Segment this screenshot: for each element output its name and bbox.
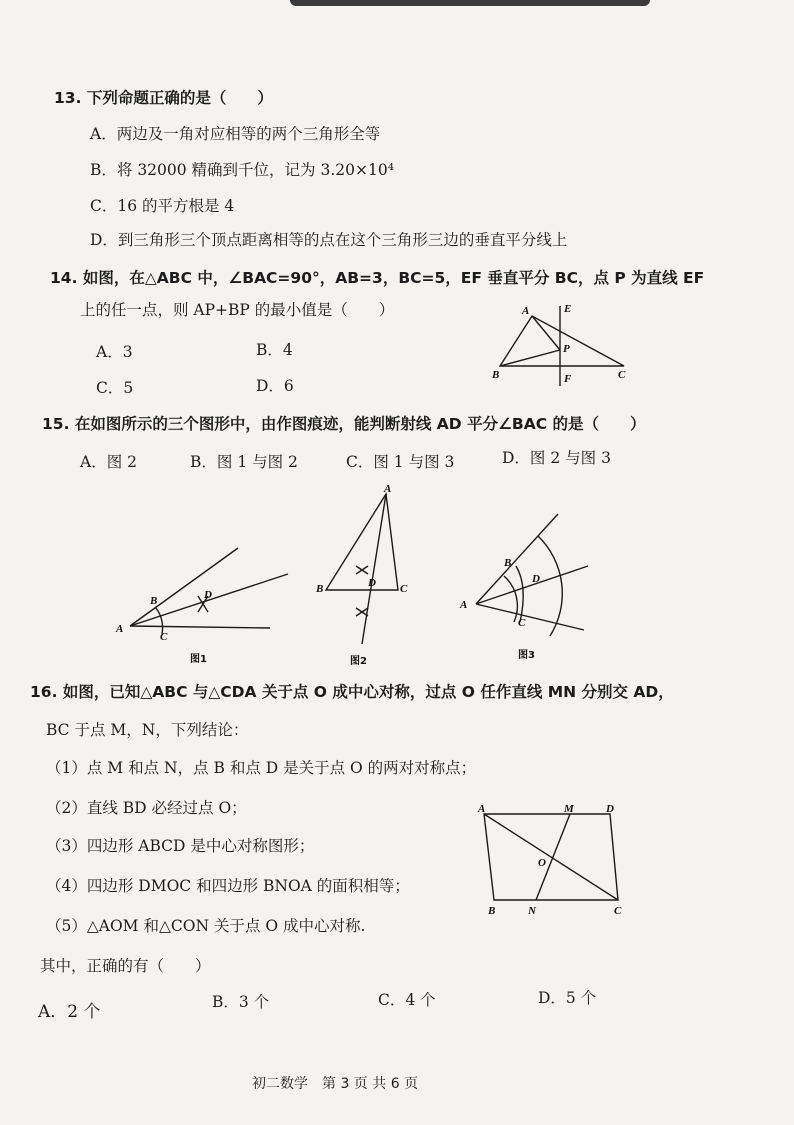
q14-label-e: E xyxy=(564,303,572,315)
q16-parallelogram-figure xyxy=(474,796,634,920)
q14-stem-line2: 上的任一点，则 AP+BP 的最小值是（ ） xyxy=(80,301,395,319)
fig3-label-a: A xyxy=(460,599,468,611)
q16-label-d: D xyxy=(606,803,614,815)
q16-statement-1: （1）点 M 和点 N，点 B 和点 D 是关于点 O 的两对对称点； xyxy=(46,759,477,777)
q13-option-a[interactable]: A．两边及一角对应相等的两个三角形全等 xyxy=(90,125,381,143)
q14-option-a[interactable]: A．3 xyxy=(96,343,133,361)
q15-figure-1 xyxy=(112,540,297,670)
page-footer: 初二数学 第 3 页 共 6 页 xyxy=(252,1076,419,1092)
fig1-label-d: D xyxy=(204,589,212,601)
q13-option-d[interactable]: D．到三角形三个顶点距离相等的点在这个三角形三边的垂直平分线上 xyxy=(90,231,568,249)
fig2-label-d: D xyxy=(368,577,376,589)
q14-label-b: B xyxy=(492,369,500,381)
q16-option-a[interactable]: A．2 个 xyxy=(38,1002,101,1022)
fig2-label-a: A xyxy=(384,484,392,495)
q16-option-c[interactable]: C．4 个 xyxy=(378,991,436,1009)
q15-option-c[interactable]: C．图 1 与图 3 xyxy=(346,453,455,471)
q14-option-d[interactable]: D．6 xyxy=(256,377,294,395)
fig1-label-b: B xyxy=(150,595,158,607)
q16-statement-2: （2）直线 BD 必经过点 O； xyxy=(46,799,247,817)
q14-label-a: A xyxy=(522,305,530,317)
q16-label-o: O xyxy=(538,857,546,869)
scan-edge-shadow xyxy=(290,0,650,6)
q14-label-p: P xyxy=(563,343,570,355)
q16-label-m: M xyxy=(564,803,574,815)
fig3-label-d: D xyxy=(532,573,540,585)
q15-stem: 15. 在如图所示的三个图形中，由作图痕迹，能判断射线 AD 平分∠BAC 的是（ ） xyxy=(42,415,646,433)
fig1-caption: 图1 xyxy=(190,654,207,665)
q16-stem-line2: BC 于点 M，N，下列结论： xyxy=(46,721,249,739)
q14-triangle-figure xyxy=(488,300,638,390)
fig2-caption: 图2 xyxy=(350,656,367,667)
q15-figure-3 xyxy=(456,506,596,666)
q16-option-d[interactable]: D．5 个 xyxy=(538,989,597,1007)
fig3-label-c: C xyxy=(518,617,526,629)
q13-stem: 13. 下列命题正确的是（ ） xyxy=(54,89,273,107)
q14-option-c[interactable]: C．5 xyxy=(96,379,134,397)
q16-label-c: C xyxy=(614,905,622,917)
fig3-caption: 图3 xyxy=(518,650,535,661)
fig3-label-b: B xyxy=(504,557,512,569)
q15-option-b[interactable]: B．图 1 与图 2 xyxy=(190,453,298,471)
q13-option-b[interactable]: B．将 32000 精确到千位，记为 3.20×10⁴ xyxy=(90,161,394,179)
q16-statement-4: （4）四边形 DMOC 和四边形 BNOA 的面积相等； xyxy=(46,877,410,895)
q16-option-b[interactable]: B．3 个 xyxy=(212,993,270,1011)
q15-option-d[interactable]: D．图 2 与图 3 xyxy=(502,449,611,467)
q16-question: 其中，正确的有（ ） xyxy=(40,957,211,975)
q16-stem-line1: 16. 如图，已知△ABC 与△CDA 关于点 O 成中心对称，过点 O 任作直线 MN 分别交 AD， xyxy=(30,683,674,701)
fig2-label-b: B xyxy=(316,583,324,595)
q14-label-f: F xyxy=(564,373,572,385)
q15-option-a[interactable]: A．图 2 xyxy=(80,453,137,471)
q16-label-b: B xyxy=(488,905,496,917)
q14-option-b[interactable]: B．4 xyxy=(256,341,293,359)
fig1-label-a: A xyxy=(116,623,124,635)
q16-label-a: A xyxy=(478,803,486,815)
fig1-label-c: C xyxy=(160,631,168,643)
q15-figure-2 xyxy=(312,484,412,670)
fig2-label-c: C xyxy=(400,583,408,595)
q16-label-n: N xyxy=(528,905,536,917)
q16-statement-3: （3）四边形 ABCD 是中心对称图形； xyxy=(46,837,315,855)
q16-statement-5: （5）△AOM 和△CON 关于点 O 成中心对称. xyxy=(46,917,366,935)
q13-option-c[interactable]: C．16 的平方根是 4 xyxy=(90,197,235,215)
q14-label-c: C xyxy=(618,369,626,381)
q14-stem-line1: 14. 如图，在△ABC 中，∠BAC=90°，AB=3，BC=5，EF 垂直平分 BC，点 P 为直线 EF xyxy=(50,269,705,287)
